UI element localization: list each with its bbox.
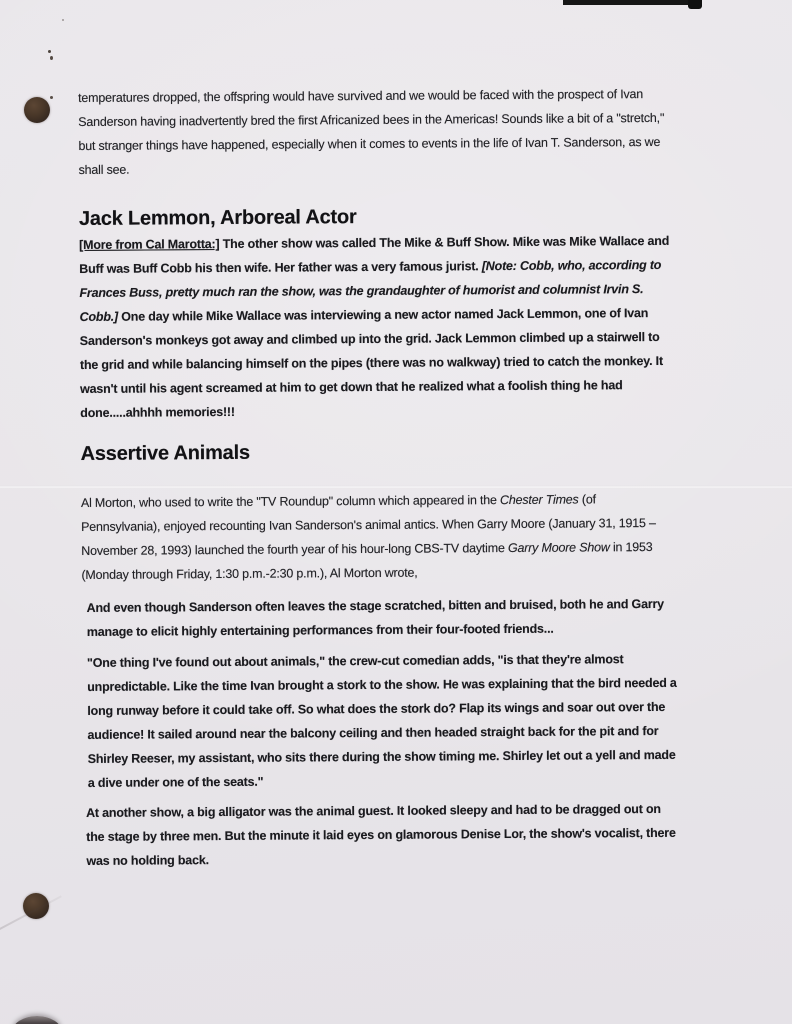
text-line <box>81 558 741 587</box>
text-line <box>81 534 741 563</box>
text-line <box>80 348 740 377</box>
text-run: in 1953 <box>609 540 653 555</box>
text-line <box>87 615 742 644</box>
text-run: temperatures dropped, the offspring would have survived and we would be faced with the prospect of Ivan <box>78 87 644 105</box>
text-line <box>79 153 739 182</box>
hole-punch-top <box>24 97 50 123</box>
bottom-edge-smudge <box>12 1016 62 1024</box>
text-run: manage to elicit highly entertaining performances from their four-footed friends... <box>86 621 554 639</box>
text-run: a dive under one of the seats." <box>87 774 264 790</box>
paragraph-alligator <box>83 796 743 873</box>
text-run: [More from Cal Marotta:] <box>79 237 220 252</box>
text-run: audience! It sailed around near the balcony ceiling and then headed straight back for the pit and for <box>87 723 659 742</box>
ink-speck <box>48 50 51 53</box>
paragraph-al-morton <box>81 486 742 587</box>
text-run: Chester Times <box>499 492 579 508</box>
text-line <box>80 396 740 425</box>
paragraph-quote-garry <box>82 591 742 644</box>
text-line <box>87 591 742 620</box>
text-run: Garry Moore Show <box>507 540 610 556</box>
text-run: "One thing I've found out about animals," the crew-cut comedian adds, "is that they're almost <box>86 652 624 670</box>
ink-speck <box>50 96 53 99</box>
paragraph-intro <box>78 81 739 182</box>
text-run: The other show was called The Mike & Buff Show. Mike was Mike Wallace and <box>219 233 670 252</box>
text-line <box>86 844 743 873</box>
text-run: shall see. <box>78 162 130 177</box>
text-run: Buff was Buff Cobb his then wife. Her father was a very famous jurist. <box>79 259 482 276</box>
text-run: November 28, 1993) launched the fourth year of his hour-long CBS-TV daytime <box>81 541 508 558</box>
text-line <box>86 820 743 849</box>
text-line <box>78 129 738 158</box>
text-run: unpredictable. Like the time Ivan brought a stork to the show. He was explaining that the bird needed a <box>87 675 677 694</box>
text-run: Sanderson's monkeys got away and climbed up into the grid. Jack Lemmon climbed up a stairwell to <box>79 329 660 348</box>
section-heading-jack-lemmon: Jack Lemmon, Arboreal Actor <box>78 206 357 230</box>
text-run: Al Morton, who used to write the "TV Roundup" column which appeared in the <box>80 493 501 510</box>
text-run: Cobb.] <box>79 309 119 324</box>
text-run: was no holding back. <box>86 853 209 868</box>
text-run: (Monday through Friday, 1:30 p.m.-2:30 p.m.), Al Morton wrote, <box>81 565 418 582</box>
text-run: One day while Mike Wallace was interviewing a new actor named Jack Lemmon, one of Ivan <box>117 306 649 324</box>
text-run: At another show, a big alligator was the animal guest. It looked sleepy and had to be dragged out on <box>86 801 661 820</box>
text-run: but stranger things have happened, especially when it comes to events in the life of Ivan T. Sanderson, as we <box>78 134 661 153</box>
text-run: Pennsylvania), enjoyed recounting Ivan Sanderson's animal antics. When Garry Moore (January 31, 1915 – <box>81 515 656 534</box>
text-line <box>88 742 743 771</box>
text-run: the stage by three men. But the minute it laid eyes on glamorous Denise Lor, the show's vocalist, there <box>86 825 676 844</box>
paragraph-quote-stork <box>82 646 743 795</box>
section-heading-assertive-animals: Assertive Animals <box>80 441 250 465</box>
text-run: (of <box>578 492 596 507</box>
text-run: Frances Buss, pretty much ran the show, was the grandaughter of humorist and columnist Irvin S. <box>79 282 644 300</box>
text-run: wasn't until his agent screamed at him to get down that he realized what a foolish thing he had <box>80 378 623 396</box>
ink-speck <box>62 19 64 21</box>
text-run: the grid and while balancing himself on the pipes (there was no walkway) tried to catch the monkey. It <box>79 353 663 372</box>
text-run: done.....ahhhh memories!!! <box>80 404 235 420</box>
text-run: Sanderson having inadvertently bred the first Africanized bees in the Americas! Sounds like a bit of a "stretch," <box>78 110 665 129</box>
scanner-edge-bar <box>563 0 691 5</box>
document-text <box>78 81 743 873</box>
paragraph-cal-marotta <box>79 228 740 425</box>
text-run: Shirley Reeser, my assistant, who sits there during the show timing me. Shirley let out a yell and made <box>87 747 676 766</box>
text-run: [Note: Cobb, who, according to <box>481 257 662 274</box>
text-run: And even though Sanderson often leaves the stage scratched, bitten and bruised, both he and Garry <box>86 596 664 615</box>
text-run: long runway before it could take off. So what does the stork do? Flap its wings and soar out over the <box>87 699 666 718</box>
scanner-edge-bar-nub <box>688 0 702 9</box>
text-line <box>88 766 743 795</box>
ink-speck <box>50 56 53 60</box>
